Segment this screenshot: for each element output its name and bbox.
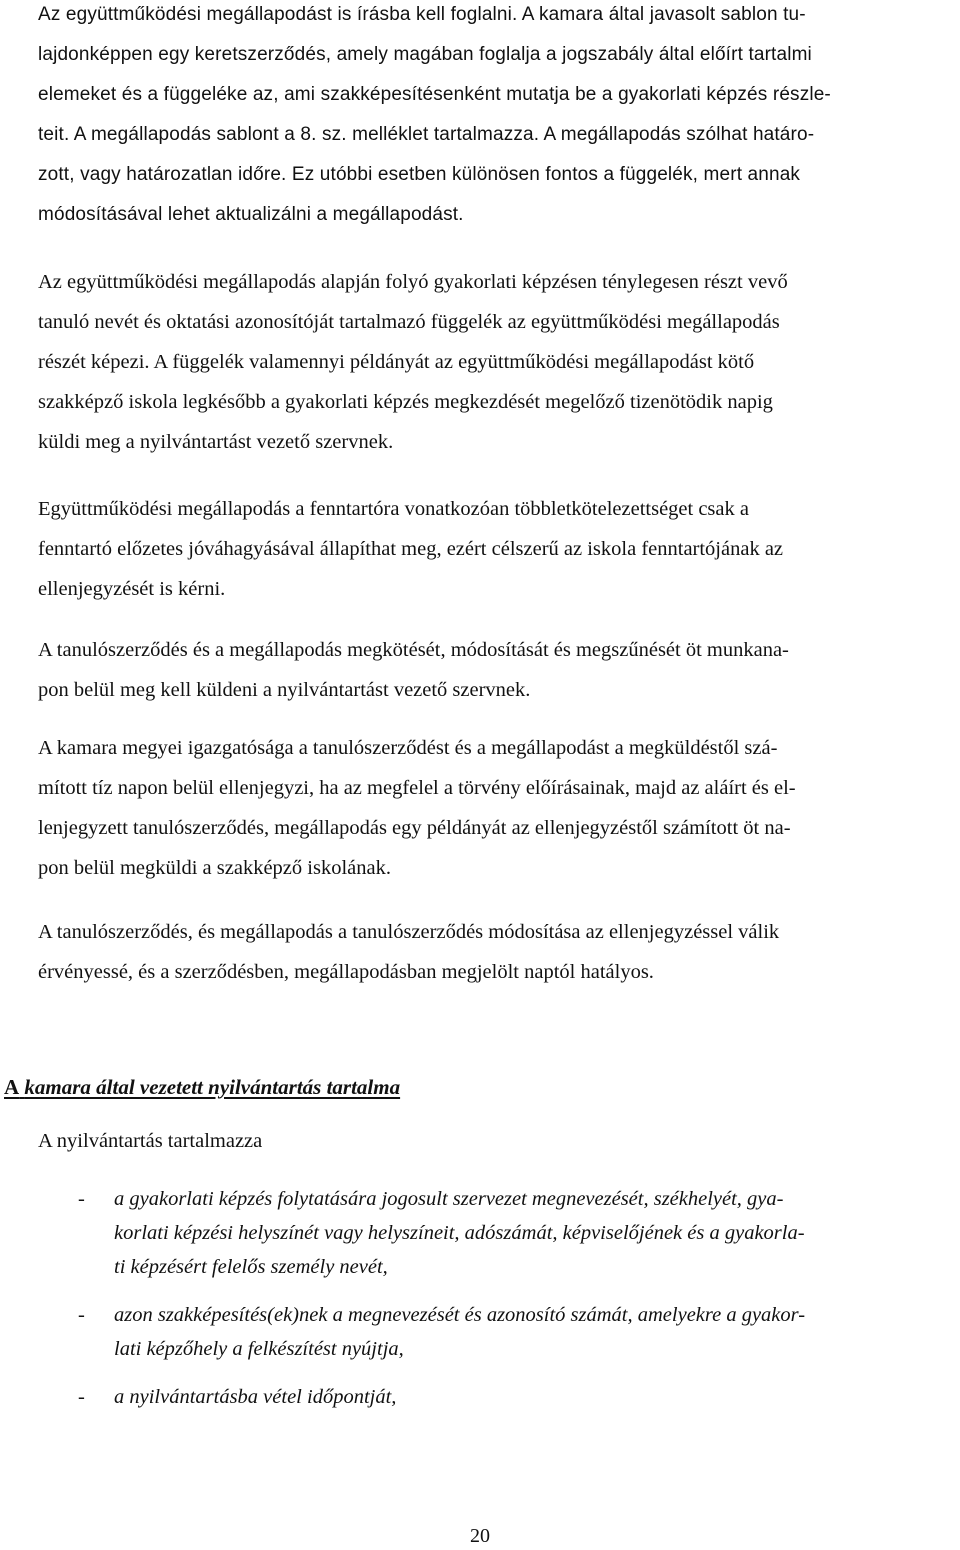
paragraph-maintainer	[38, 489, 959, 609]
text-line: Együttműködési megállapodás a fenntartóra vonatkozóan többletkötelezettséget csak a	[38, 498, 749, 520]
text-line: részét képezi. A függelék valamennyi példányát az együttműködési megállapodást kötő	[38, 351, 755, 373]
section-intro: A nyilvántartás tartalmazza	[38, 1130, 263, 1152]
text-line: mított tíz napon belül ellenjegyzi, ha az megfelel a törvény előírásainak, majd az aláírt és el-	[38, 777, 796, 799]
section-heading	[4, 1072, 400, 1102]
text-line: lati képzőhely a felkészítést nyújtja,	[114, 1338, 404, 1360]
text-line: érvényessé, és a szerződésben, megállapodásban megjelölt naptól hatályos.	[38, 961, 654, 983]
text-line: pon belül meg kell küldeni a nyilvántartást vezető szervnek.	[38, 679, 531, 701]
text-line: zott, vagy határozatlan időre. Ez utóbbi esetben különösen fontos a függelék, mert annak	[38, 164, 801, 185]
text-line: a gyakorlati képzés folytatására jogosult szervezet megnevezését, székhelyét, gya-	[114, 1188, 784, 1210]
text-line: ellenjegyzését is kérni.	[38, 578, 226, 600]
text-line: szakképző iskola legkésőbb a gyakorlati képzés megkezdését megelőző tizenötödik napig	[38, 391, 773, 413]
text-line: lajdonképpen egy keretszerződés, amely magában foglalja a jogszabály által előírt tartalmi	[38, 44, 812, 65]
list-dash: -	[78, 1304, 85, 1326]
paragraph-cooperation-agreement	[38, 0, 959, 235]
register-contents-list	[0, 1182, 960, 1428]
paragraph-deadline	[38, 630, 959, 710]
text-line: a nyilvántartásba vétel időpontját,	[114, 1386, 397, 1408]
text-line: ti képzésért felelős személy nevét,	[114, 1256, 388, 1278]
paragraph-validity	[38, 912, 959, 992]
text-line: A kamara megyei igazgatósága a tanulószerződést és a megállapodást a megküldéstől szá-	[38, 737, 778, 759]
text-line: pon belül megküldi a szakképző iskolának.	[38, 857, 391, 879]
paragraph-appendix	[38, 262, 959, 462]
list-item-text	[114, 1380, 958, 1414]
text-line: A tanulószerződés és a megállapodás megkötését, módosítását és megszűnését öt munkana-	[38, 639, 789, 661]
text-line: lenjegyzett tanulószerződés, megállapodás egy példányát az ellenjegyzéstől számított öt na-	[38, 817, 791, 839]
text-line: Az együttműködési megállapodást is írásba kell foglalni. A kamara által javasolt sablon tu-	[38, 4, 806, 25]
list-item	[0, 1380, 960, 1414]
text-line: teit. A megállapodás sablont a 8. sz. melléklet tartalmazza. A megállapodás szólhat határo-	[38, 124, 815, 145]
text-line: fenntartó előzetes jóváhagyásával állapíthat meg, ezért célszerű az iskola fenntartójának az	[38, 538, 784, 560]
list-item	[0, 1182, 960, 1284]
text-line: Az együttműködési megállapodás alapján folyó gyakorlati képzésen ténylegesen részt vevő	[38, 271, 788, 293]
text-line: korlati képzési helyszínét vagy helyszíneit, adószámát, képviselőjének és a gyakorla-	[114, 1222, 805, 1244]
list-item-text	[114, 1182, 958, 1284]
text-line: azon szakképesítés(ek)nek a megnevezését és azonosító számát, amelyekre a gyakor-	[114, 1304, 806, 1326]
text-line: elemeket és a függeléke az, ami szakképesítésenként mutatja be a gyakorlati képzés részle-	[38, 84, 831, 105]
list-item	[0, 1298, 960, 1366]
section-heading-first-word: A	[4, 1075, 20, 1099]
list-item-text	[114, 1298, 958, 1366]
text-line: tanuló nevét és oktatási azonosítóját tartalmazó függelék az együttműködési megállapodás	[38, 311, 780, 333]
paragraph-countersign	[38, 728, 959, 888]
list-dash: -	[78, 1188, 85, 1210]
page-number: 20	[470, 1525, 490, 1547]
text-line: küldi meg a nyilvántartást vezető szervnek.	[38, 431, 394, 453]
section-heading-rest: kamara által vezetett nyilvántartás tartalma	[24, 1075, 401, 1099]
text-line: módosításával lehet aktualizálni a megállapodást.	[38, 204, 464, 225]
text-line: A tanulószerződés, és megállapodás a tanulószerződés módosítása az ellenjegyzéssel válik	[38, 921, 780, 943]
list-dash: -	[78, 1386, 85, 1408]
